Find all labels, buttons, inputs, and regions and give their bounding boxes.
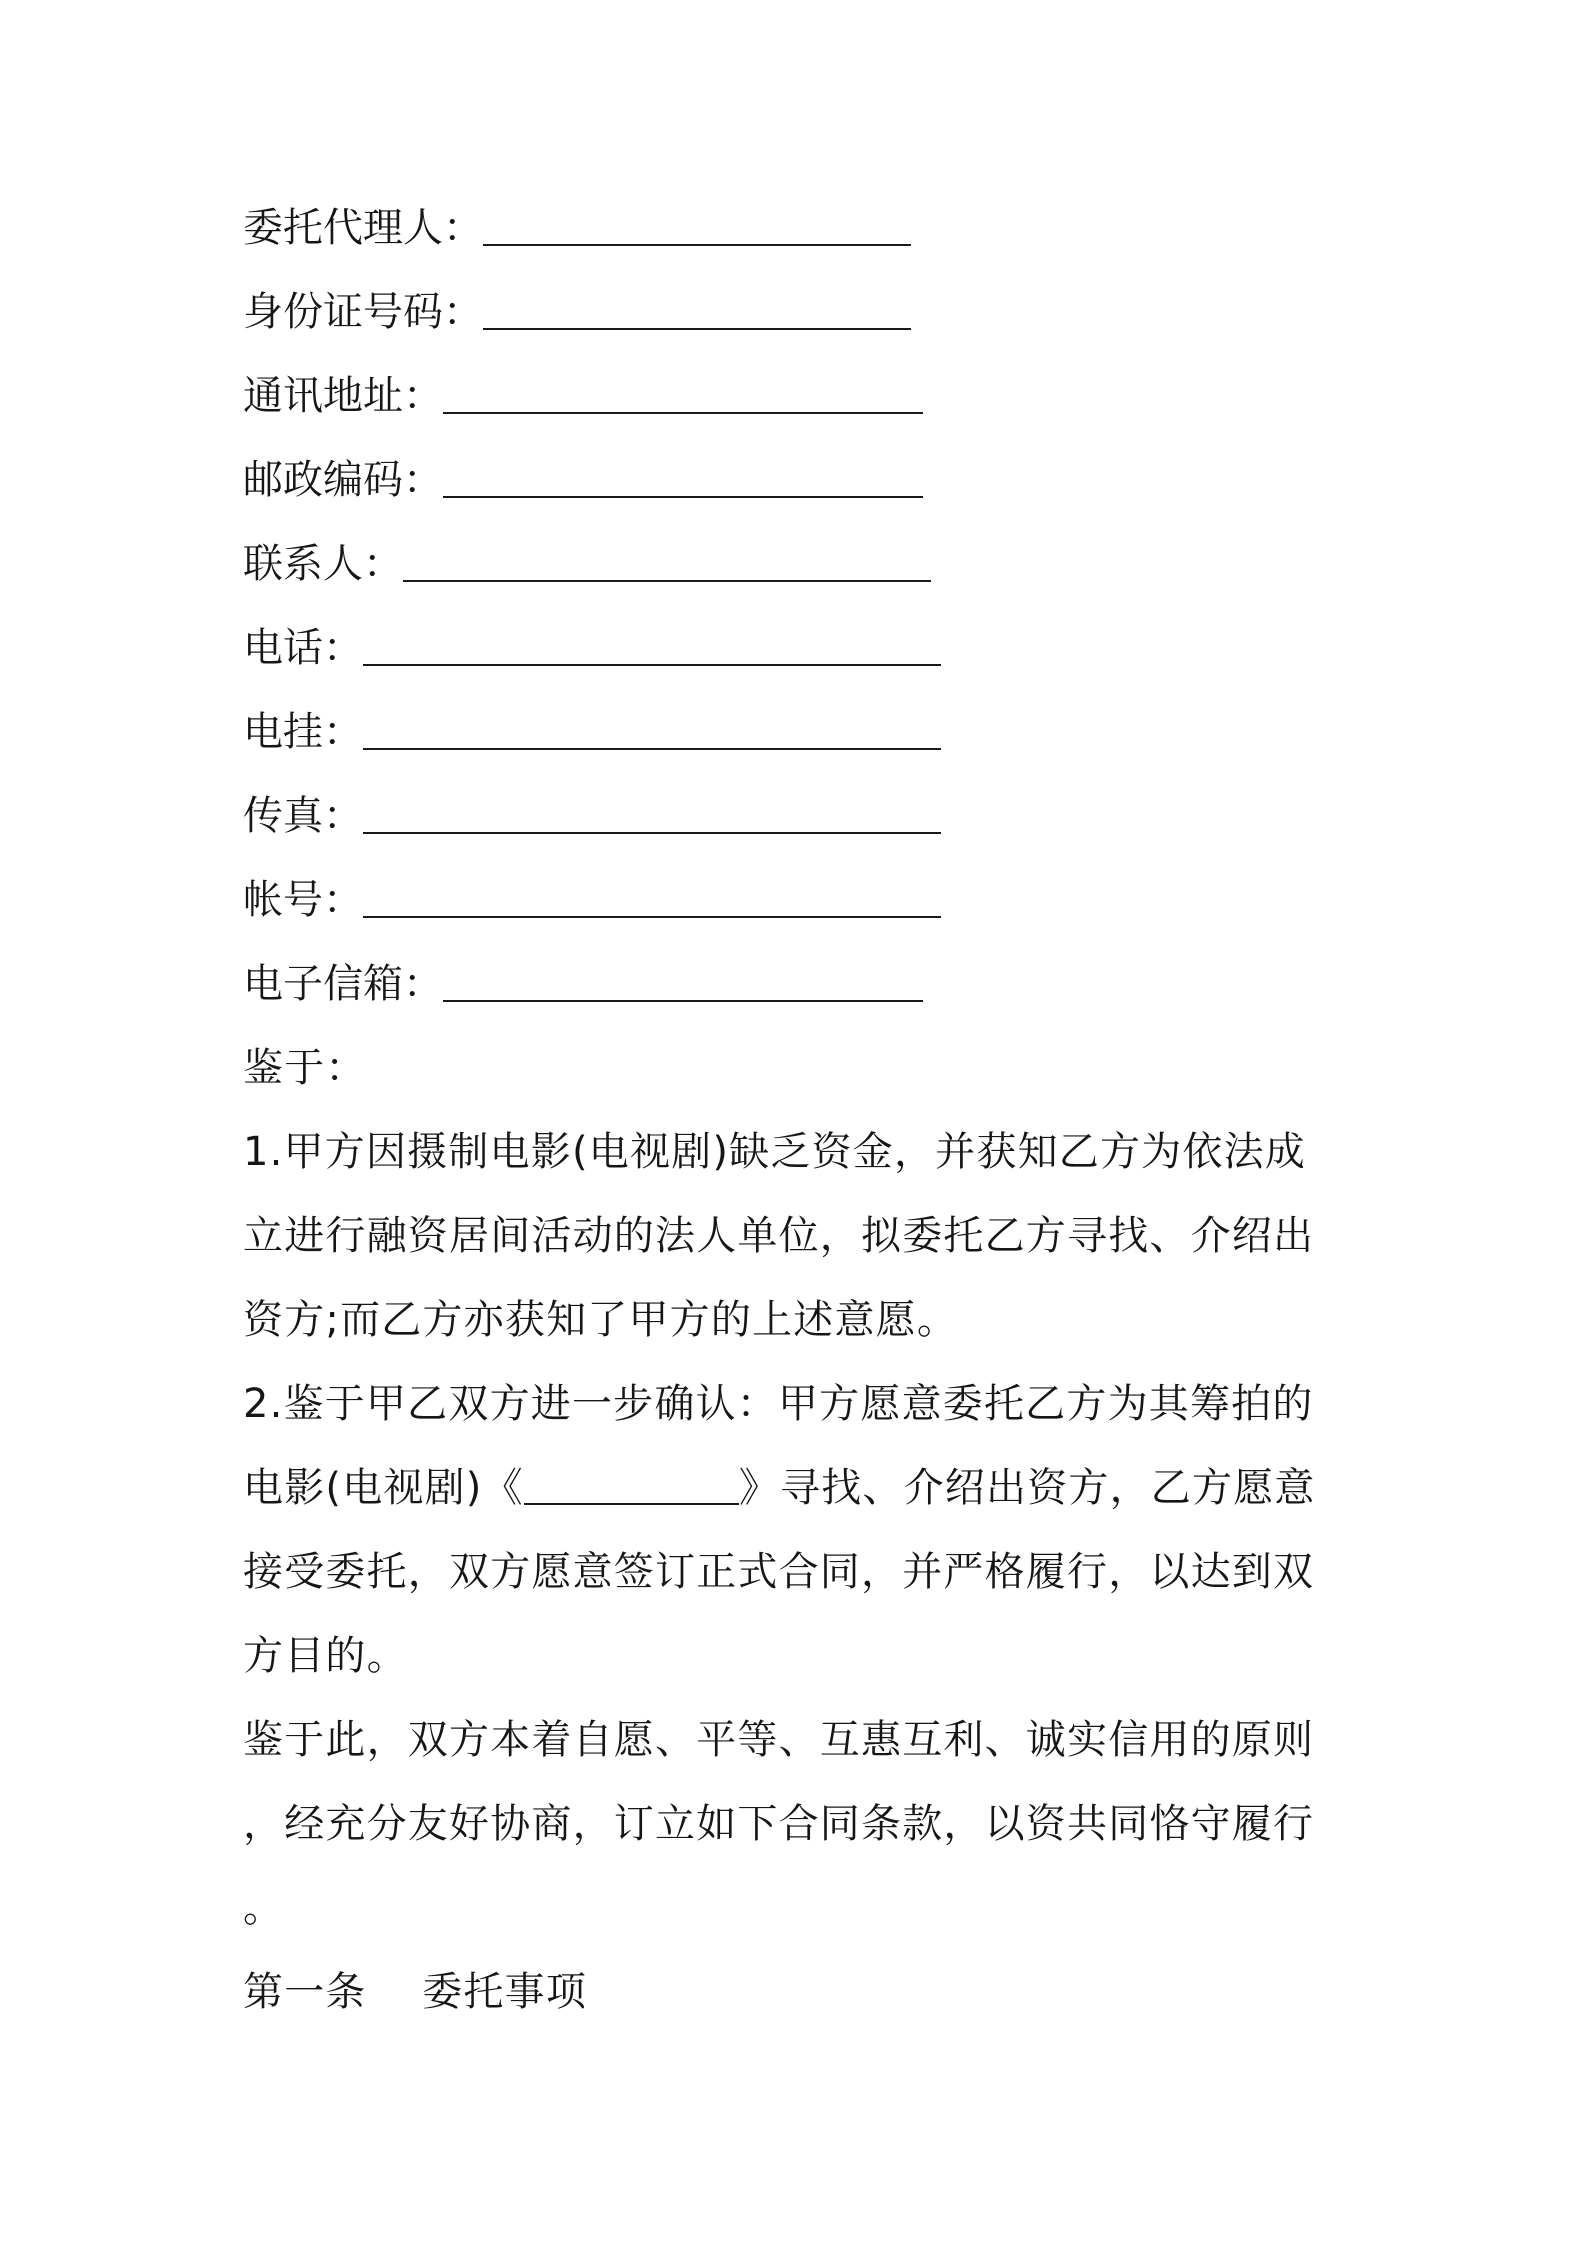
field-label: 委托代理人： (243, 205, 483, 251)
field-fax (243, 786, 941, 846)
clause2-line (243, 1458, 1316, 1518)
field-agent (243, 198, 911, 258)
field-blank[interactable] (483, 284, 911, 330)
field-blank[interactable] (363, 872, 941, 918)
clause2-text: 电影(电视剧)《 (243, 1465, 524, 1511)
field-email (243, 954, 923, 1014)
field-postcode (243, 450, 923, 510)
field-blank[interactable] (443, 956, 923, 1002)
field-id-number (243, 282, 911, 342)
field-label: 电话： (243, 625, 363, 671)
field-account (243, 870, 941, 930)
field-blank[interactable] (363, 788, 941, 834)
field-blank[interactable] (363, 620, 941, 666)
field-label: 通讯地址： (243, 373, 443, 419)
field-label: 身份证号码： (243, 289, 483, 335)
field-blank[interactable] (403, 536, 931, 582)
clause1-line: 立进行融资居间活动的法人单位，拟委托乙方寻找、介绍出 (243, 1213, 1315, 1259)
field-telegraph (243, 702, 941, 762)
field-phone (243, 618, 941, 678)
clause2-line: 2.鉴于甲乙双方进一步确认：甲方愿意委托乙方为其筹拍的 (243, 1381, 1314, 1427)
clause1-line: 1.甲方因摄制电影(电视剧)缺乏资金，并获知乙方为依法成 (243, 1129, 1306, 1175)
field-label: 传真： (243, 793, 363, 839)
field-label: 邮政编码： (243, 457, 443, 503)
conclusion-line: 。 (243, 1885, 285, 1931)
field-label: 电子信箱： (243, 961, 443, 1007)
clause2-line: 接受委托，双方愿意签订正式合同，并严格履行，以达到双 (243, 1549, 1315, 1595)
field-blank[interactable] (443, 452, 923, 498)
whereas-heading: 鉴于： (243, 1045, 367, 1091)
clause2-text: 》寻找、介绍出资方，乙方愿意 (738, 1465, 1316, 1511)
conclusion-line: ，经充分友好协商，订立如下合同条款，以资共同恪守履行 (243, 1801, 1315, 1847)
field-label: 联系人： (243, 541, 403, 587)
field-label: 帐号： (243, 877, 363, 923)
field-contact (243, 534, 931, 594)
conclusion-line: 鉴于此，双方本着自愿、平等、互惠互利、诚实信用的原则 (243, 1717, 1315, 1763)
clause2-line: 方目的。 (243, 1633, 408, 1679)
film-title-blank[interactable] (524, 1463, 739, 1505)
article-heading: 第一条 委托事项 (243, 1969, 588, 2015)
clause1-line: 资方;而乙方亦获知了甲方的上述意愿。 (243, 1297, 959, 1343)
field-blank[interactable] (363, 704, 941, 750)
field-blank[interactable] (483, 200, 911, 246)
field-blank[interactable] (443, 368, 923, 414)
field-address (243, 366, 923, 426)
field-label: 电挂： (243, 709, 363, 755)
